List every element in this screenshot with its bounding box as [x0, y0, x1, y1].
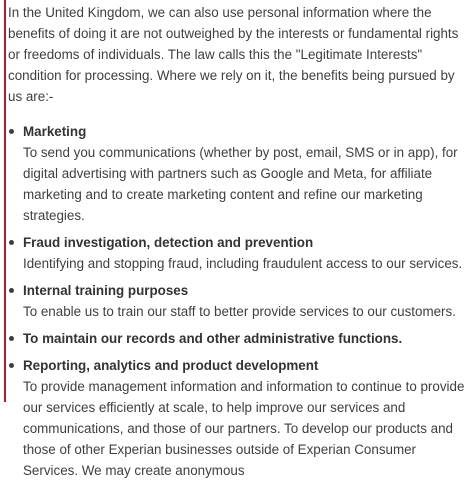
bullet-icon — [9, 336, 14, 341]
item-description: To send you communications (whether by post, email, SMS or in app), for digital advertising with partners such as Google and Meta, for affiliate marketing and to create marketing content and refine our marketing strategies. — [23, 145, 458, 223]
item-description: To provide management information and information to continue to provide our services efficiently at scale, to help improve our services and communications, and those of our partners. To develop our products and those of other Experian businesses outside of Experian Consumer Services. We may create anonymous — [23, 379, 465, 478]
item-title: Fraud investigation, detection and prevention — [23, 235, 314, 250]
item-description: To enable us to train our staff to better provide services to our customers. — [23, 304, 456, 319]
legitimate-interests-section — [8, 2, 470, 487]
left-accent-rule — [4, 0, 6, 402]
bullet-icon — [9, 288, 14, 293]
bullet-icon — [9, 240, 14, 245]
bullet-icon — [9, 129, 14, 134]
list-item-reporting — [8, 355, 470, 481]
intro-paragraph: In the United Kingdom, we can also use personal information where the benefits of doing it are not outweighed by the interests or fundamental rights or freedoms of individuals. The law calls this the "Legitimate Interests" condition for processing. Where we rely on it, the benefits being pursued by us are:- — [8, 5, 459, 104]
list-item-marketing — [8, 121, 470, 226]
item-title: To maintain our records and other administrative functions. — [23, 331, 403, 346]
item-description: Identifying and stopping fraud, including fraudulent access to our services. — [23, 256, 463, 271]
benefits-list — [8, 121, 470, 481]
list-item-fraud — [8, 232, 470, 274]
item-title: Marketing — [23, 124, 87, 139]
bullet-icon — [9, 363, 14, 368]
item-title: Reporting, analytics and product development — [23, 358, 319, 373]
list-item-records — [8, 328, 470, 349]
item-title: Internal training purposes — [23, 283, 189, 298]
list-item-training — [8, 280, 470, 322]
